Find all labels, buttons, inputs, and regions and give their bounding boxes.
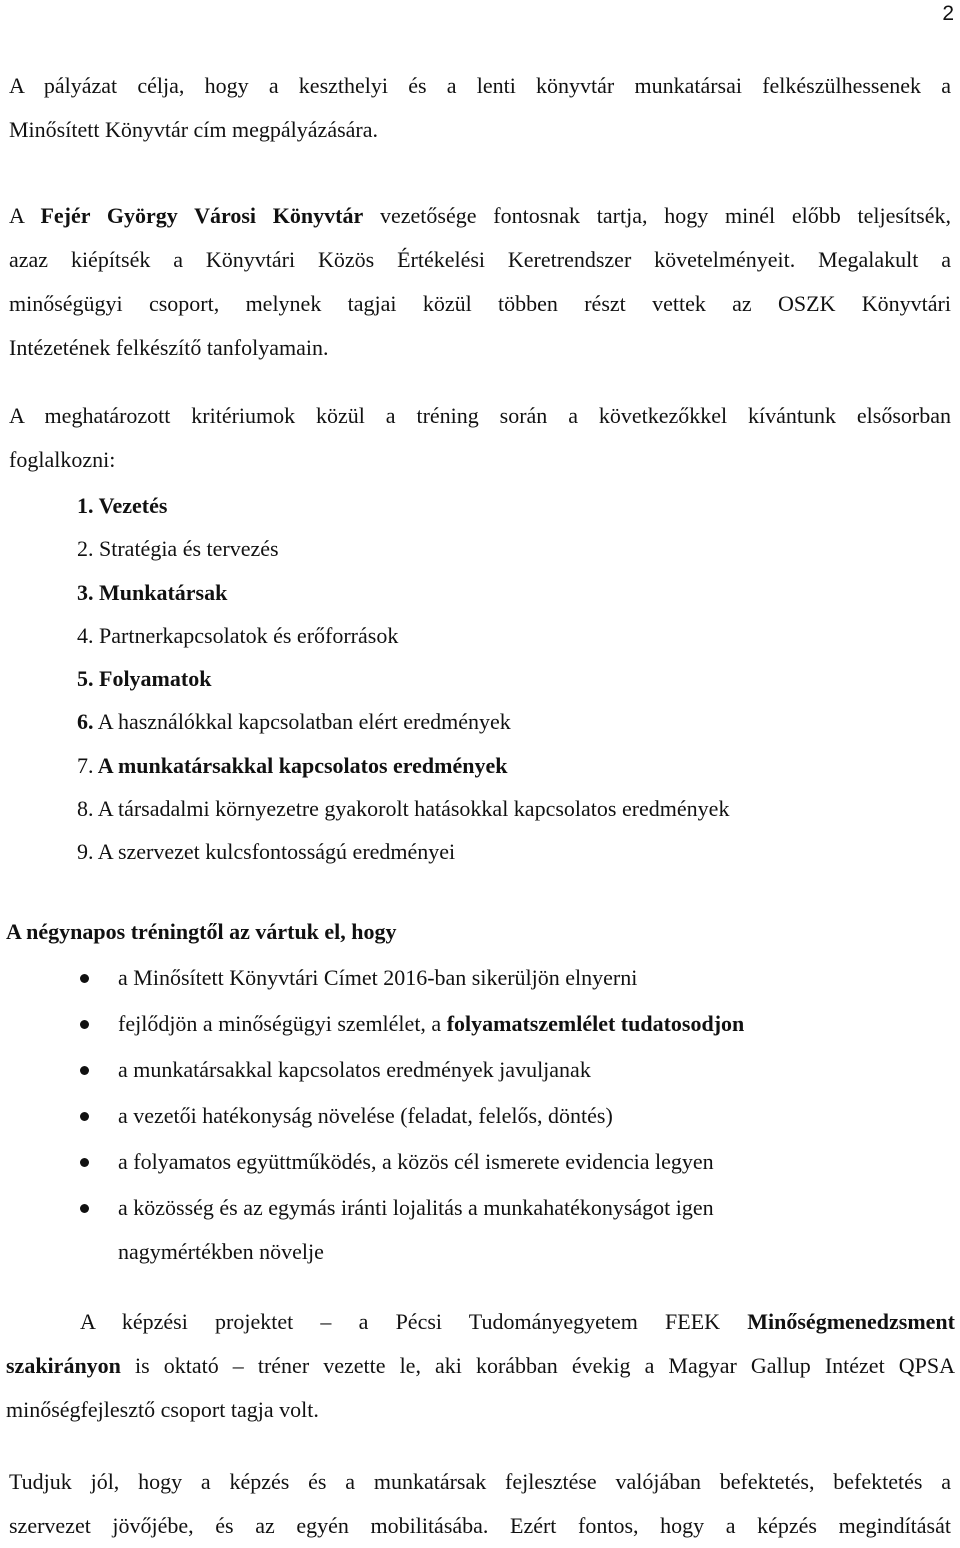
criteria-number: 2. (77, 536, 94, 562)
expectation-item (80, 1094, 860, 1138)
expectation-bold-text: folyamatszemlélet tudatosodjon (446, 1011, 745, 1036)
text-line: foglalkozni: (9, 447, 116, 472)
expectation-text: a folyamatos együttműködés, a közös cél ismerete evidencia legyen (118, 1149, 714, 1174)
investment-paragraph (9, 1460, 951, 1548)
expectation-item (80, 1186, 860, 1274)
library-paragraph (9, 194, 951, 370)
criteria-item (77, 484, 729, 527)
criteria-number: 5. (77, 666, 94, 692)
criteria-number: 8. (77, 796, 94, 822)
text-line: minőségügyi csoport, melynek tagjai közül többen részt vettek az OSZK Könyvtári (9, 291, 951, 316)
criteria-number: 3. (77, 579, 94, 605)
expectation-text: a munkatársakkal kapcsolatos eredmények javuljanak (118, 1057, 591, 1082)
criteria-number: 7. (77, 752, 94, 778)
criteria-text: A szervezet kulcsfontosságú eredményei (93, 839, 456, 865)
criteria-item (77, 744, 729, 787)
criteria-text: A használókkal kapcsolatban elért eredmények (93, 709, 511, 735)
text-line: A meghatározott kritériumok közül a tréning során a következőkkel kívántunk elsősorban (9, 403, 951, 428)
program-name: Minőségmenedzsment (747, 1309, 955, 1334)
criteria-item (77, 787, 729, 830)
text-run: A (9, 203, 41, 228)
criteria-text: Munkatársak (93, 579, 228, 605)
criteria-item (77, 700, 729, 743)
text-run: is oktató – tréner vezette le, aki korábban évekig a Magyar Gallup Intézet QPSA (120, 1353, 955, 1378)
criteria-number: 4. (77, 622, 94, 648)
expectations-heading: A négynapos tréningtől az vártuk el, hogy (6, 919, 397, 944)
criteria-intro-paragraph (9, 394, 951, 482)
criteria-number: 9. (77, 839, 94, 865)
text-line (80, 1300, 955, 1344)
program-name: szakirányon (6, 1353, 121, 1378)
criteria-item (77, 527, 729, 570)
criteria-text: Stratégia és tervezés (93, 536, 279, 562)
expectation-item (80, 1140, 860, 1184)
expectation-item (80, 956, 860, 1000)
text-line (9, 194, 951, 238)
expectation-text: fejlődjön a minőségügyi szemlélet, a (118, 1011, 447, 1036)
expectation-text: nagymértékben növelje (118, 1239, 324, 1264)
criteria-item (77, 830, 729, 873)
text-line: azaz kiépítsék a Könyvtári Közös Értékelési Keretrendszer követelményeit. Megalakult a (9, 247, 951, 272)
expectation-text: a közösség és az egymás iránti lojalitás a munkahatékonyságot igen (118, 1195, 714, 1220)
criteria-text: Vezetés (93, 493, 168, 518)
criteria-text: A munkatársakkal kapcsolatos eredmények (93, 752, 508, 778)
expectation-text: a vezetői hatékonyság növelése (feladat, felelős, döntés) (118, 1103, 613, 1128)
criteria-text: A társadalmi környezetre gyakorolt hatásokkal kapcsolatos eredmények (93, 796, 730, 822)
intro-paragraph (9, 64, 951, 152)
expectation-item (80, 1002, 860, 1046)
expectations-list (80, 956, 860, 1276)
criteria-text: Partnerkapcsolatok és erőforrások (93, 622, 399, 648)
criteria-item (77, 657, 729, 700)
criteria-list (77, 484, 729, 874)
text-run: A képzési projektet – a Pécsi Tudományegyetem FEEK (80, 1309, 748, 1334)
text-run: vezetősége fontosnak tartja, hogy minél előbb teljesítsék, (363, 203, 951, 228)
page-number: 2 (942, 2, 954, 25)
criteria-number: 1. (77, 493, 94, 518)
text-line (6, 1344, 955, 1388)
text-line: Intézetének felkészítő tanfolyamain. (9, 335, 329, 360)
text-line: Tudjuk jól, hogy a képzés és a munkatársak fejlesztése valójában befektetés, befektetés a (9, 1469, 951, 1494)
criteria-item (77, 571, 729, 614)
text-line: Minősített Könyvtár cím megpályázására. (9, 117, 378, 142)
library-name: Fejér György Városi Könyvtár (40, 203, 364, 228)
trainer-paragraph-start (80, 1300, 955, 1344)
text-line: szervezet jövőjébe, és az egyén mobilitásába. Ezért fontos, hogy a képzés megindítását (9, 1513, 951, 1538)
expectation-item (80, 1048, 860, 1092)
criteria-number: 6. (77, 709, 94, 735)
criteria-text: Folyamatok (93, 666, 212, 692)
text-line: minőségfejlesztő csoport tagja volt. (6, 1397, 319, 1422)
text-line: A pályázat célja, hogy a keszthelyi és a lenti könyvtár munkatársai felkészülhessenek a (9, 73, 951, 98)
expectation-text: a Minősített Könyvtári Címet 2016-ban sikerüljön elnyerni (118, 965, 638, 990)
trainer-paragraph (6, 1344, 955, 1432)
criteria-item (77, 614, 729, 657)
